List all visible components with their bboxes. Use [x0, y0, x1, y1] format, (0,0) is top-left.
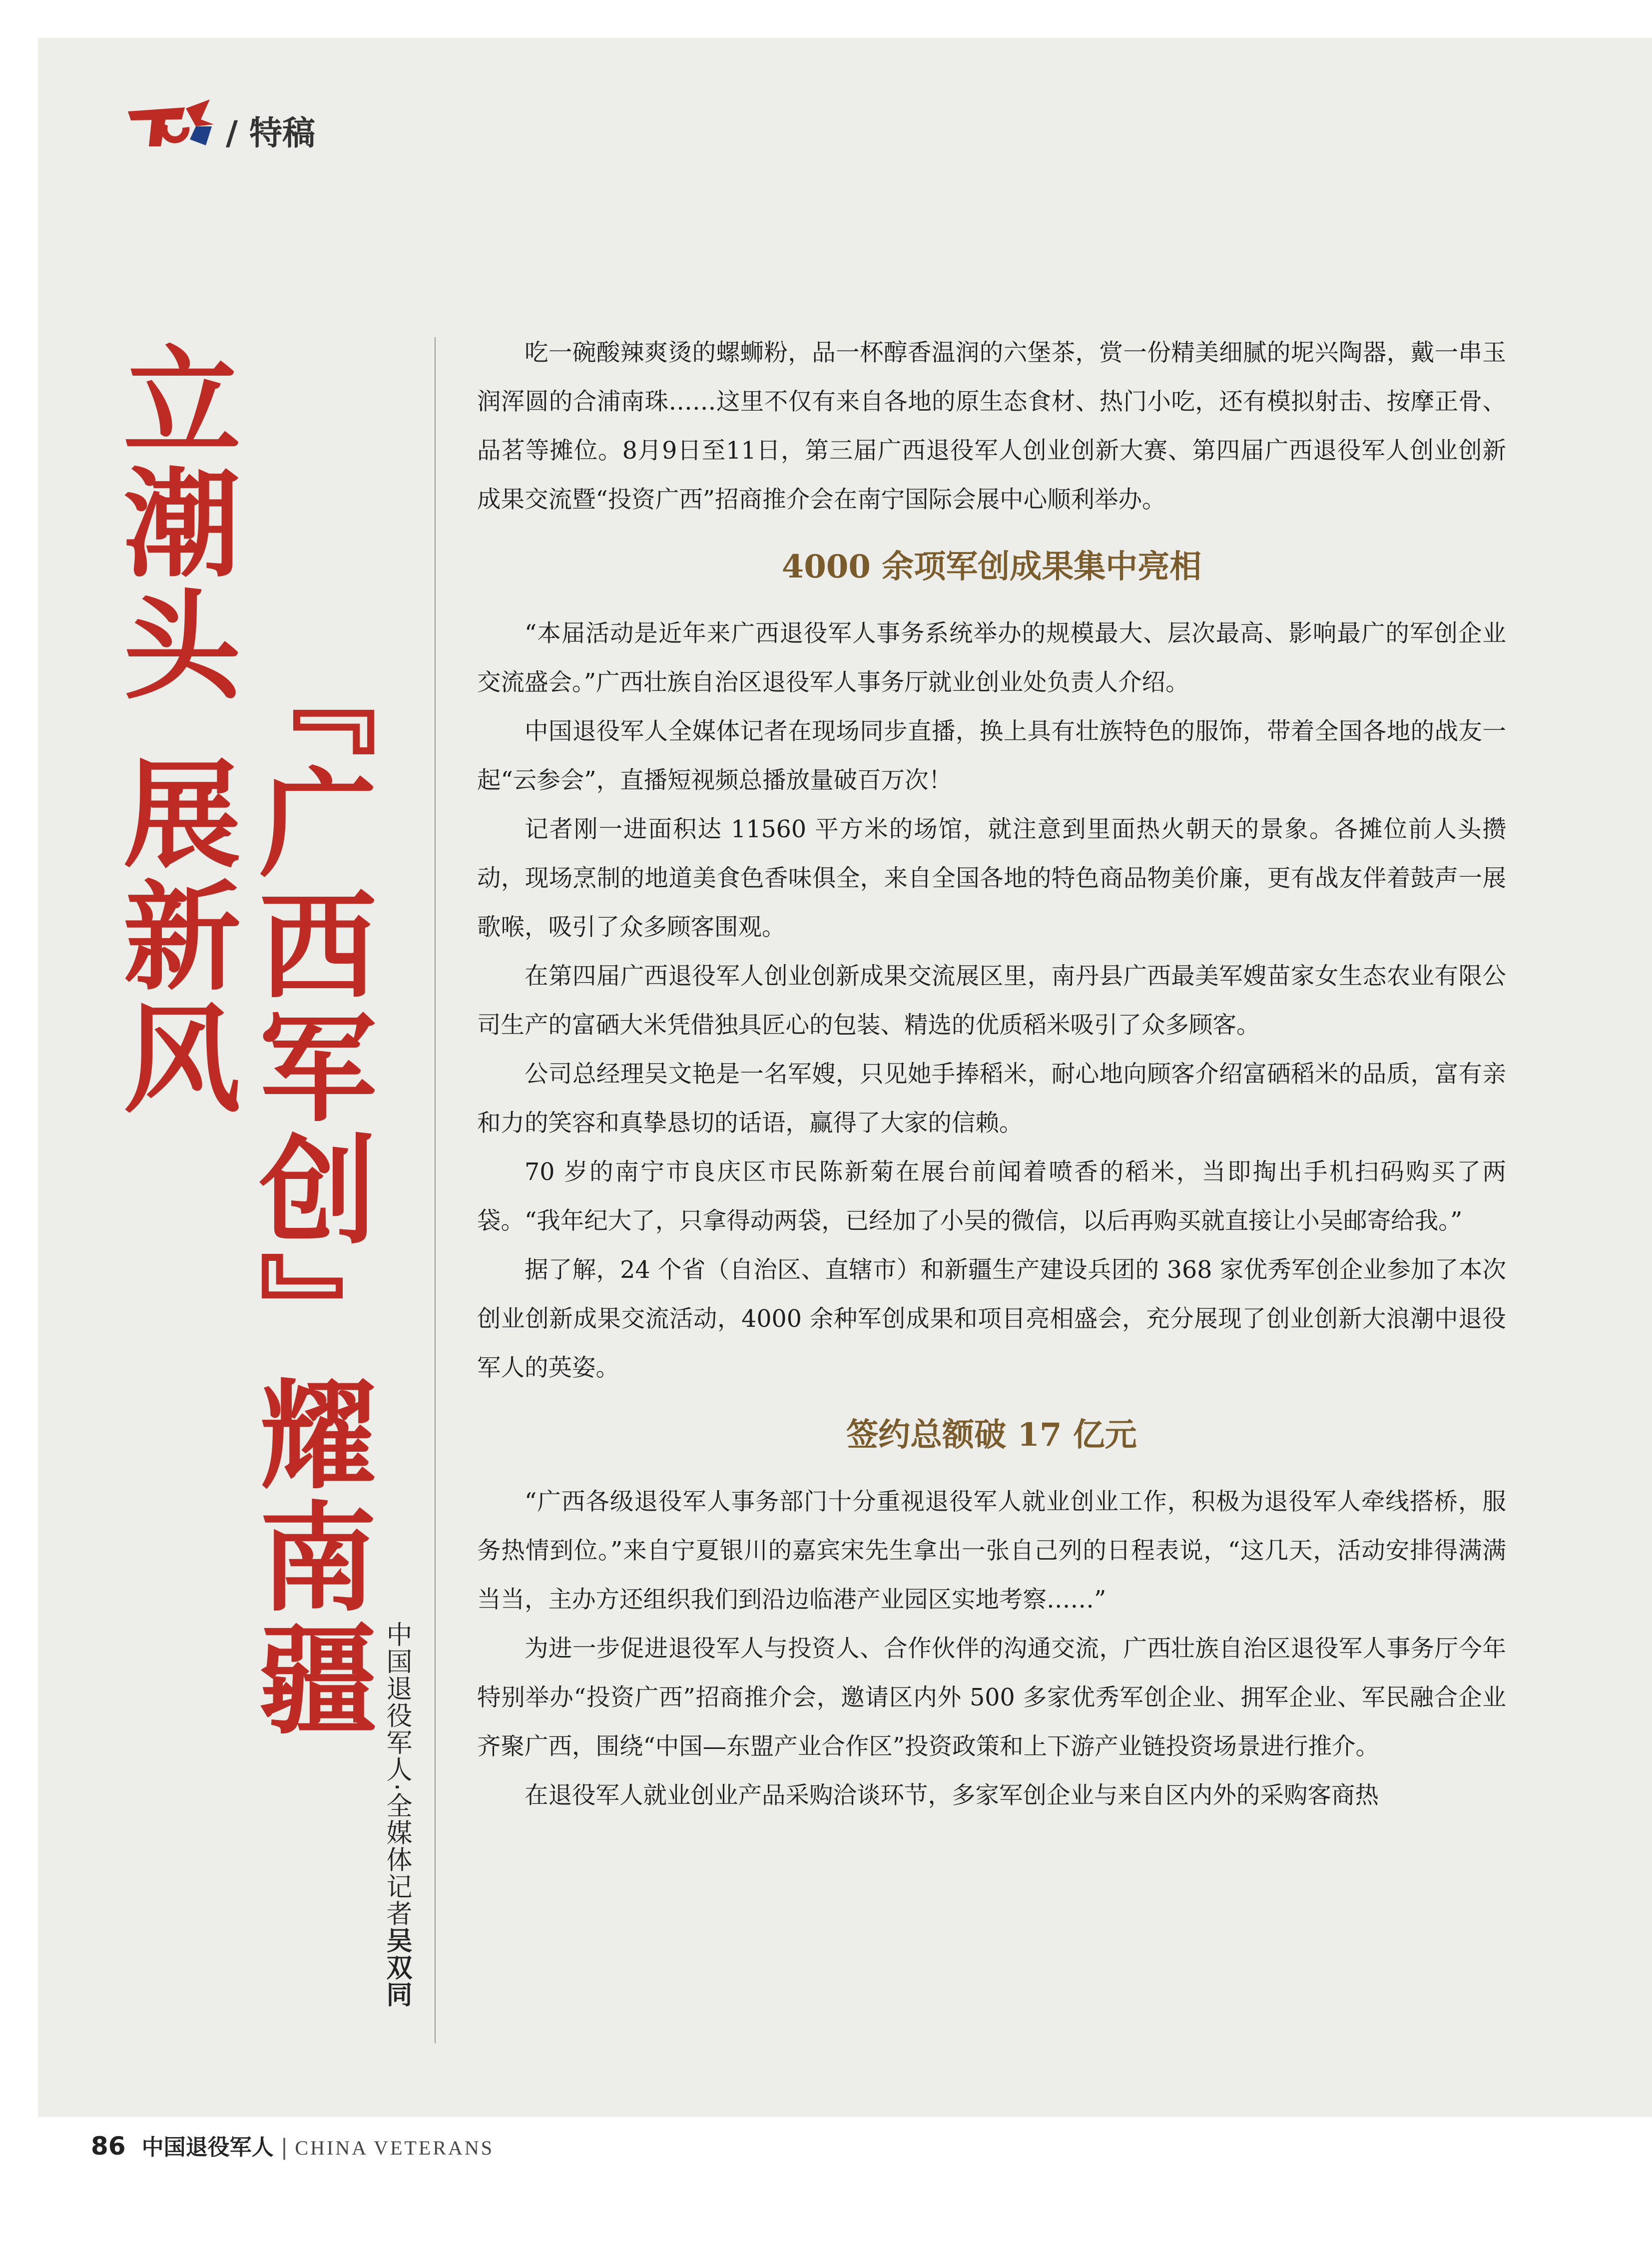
section-heading-2: 签约总额破 17 亿元 [846, 1416, 1137, 1454]
paragraph: “本届活动是近年来广西退役军人事务系统举办的规模最大、层次最高、影响最广的军创企业交流盛会。”广西壮族自治区退役军人事务厅就业创业处负责人介绍。 [477, 620, 1506, 696]
footer-separator: | [280, 2135, 288, 2160]
paragraph: 记者刚一进面积达 11560 平方米的场馆，就注意到里面热火朝天的景象。各摊位前人头攒动，现场烹制的地道美食色香味俱全，来自全国各地的特色商品物美价廉，更有战友伴着鼓声一展歌喉，吸引了众多顾客围观。 [477, 816, 1506, 941]
paragraph: 在第四届广西退役军人创业创新成果交流展区里，南丹县广西最美军嫂苗家女生态农业有限公司生产的富硒大米凭借独具匠心的包装、精选的优质稻米吸引了众多顾客。 [477, 963, 1506, 1039]
paragraph: “广西各级退役军人事务部门十分重视退役军人就业创业工作，积极为退役军人牵线搭桥，服务热情到位。”来自宁夏银川的嘉宾宋先生拿出一张自己列的日程表说，“这几天，活动安排得满满当当，主办方还组织我们到沿边临港产业园区实地考察……” [477, 1488, 1506, 1614]
page-number: 86 [91, 2132, 126, 2161]
section-heading-1: 4000 余项军创成果集中亮相 [781, 548, 1202, 585]
paragraph: 中国退役军人全媒体记者在现场同步直播，换上具有壮族特色的服饰，带着全国各地的战友一起“云参会”，直播短视频总播放量破百万次！ [477, 718, 1506, 794]
column-divider [435, 337, 436, 2043]
paragraph: 为进一步促进退役军人与投资人、合作伙伴的沟通交流，广西壮族自治区退役军人事务厅今年特别举办“投资广西”招商推介会，邀请区内外 500 多家优秀军创企业、拥军企业、军民融合企业齐聚广西，围绕“中国—东盟产业合作区”投资政策和上下游产业链投资场景进行推介。 [477, 1635, 1506, 1760]
byline-author: 吴双同 [382, 1927, 412, 2008]
byline [384, 1621, 410, 2008]
paragraph: 在退役军人就业创业产品采购洽谈环节，多家军创企业与来自区内外的采购客商热 [525, 1782, 1379, 1809]
paragraph: 公司总经理吴文艳是一名军嫂，只见她手捧稻米，耐心地向顾客介绍富硒稻米的品质，富有亲和力的笑容和真挚恳切的话语，赢得了大家的信赖。 [477, 1061, 1506, 1137]
page-footer [91, 2129, 494, 2161]
headline-line-2: 『广西军创』耀南疆 [240, 639, 378, 1741]
intro-paragraph: 吃一碗酸辣爽烫的螺蛳粉，品一杯醇香温润的六堡茶，赏一份精美细腻的坭兴陶器，戴一串玉润浑圆的合浦南珠……这里不仅有来自各地的原生态食材、热门小吃，还有模拟射击、按摩正骨、品茗等摊位。8月9日至11日，第三届广西退役军人创业创新大赛、第四届广西退役军人创业创新成果交流暨“投资广西”招商推介会在南宁国际会展中心顺利举办。 [477, 339, 1506, 514]
magazine-name: 中国退役军人 [141, 2135, 274, 2160]
headline-line-1: 立潮头 展新风 [104, 340, 242, 1120]
byline-prefix: 中国退役军人·全媒体记者 [382, 1621, 412, 1927]
magazine-logo-icon [126, 97, 216, 152]
paragraph: 据了解，24 个省（自治区、直辖市）和新疆生产建设兵团的 368 家优秀军创企业参加了本次创业创新成果交流活动，4000 余种军创成果和项目亮相盛会，充分展现了创业创新大浪潮中退役军人的英姿。 [477, 1256, 1506, 1382]
article-body [477, 329, 1506, 1820]
section-tag: / 特稿 [226, 114, 316, 152]
magazine-english-name: CHINA VETERANS [295, 2137, 495, 2159]
paragraph: 70 岁的南宁市良庆区市民陈新菊在展台前闻着喷香的稻米，当即掏出手机扫码购买了两袋。“我年纪大了，只拿得动两袋，已经加了小吴的微信，以后再购买就直接让小吴邮寄给我。” [477, 1158, 1506, 1235]
